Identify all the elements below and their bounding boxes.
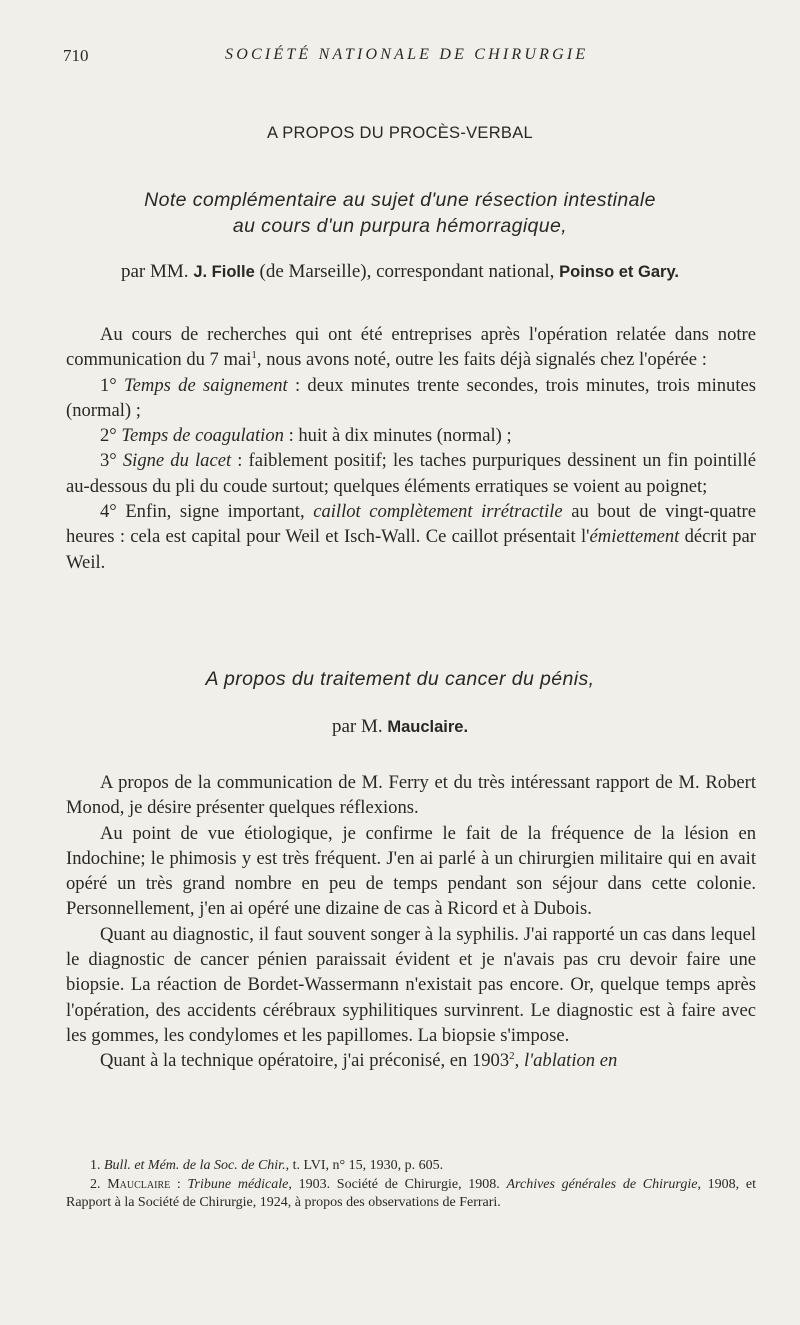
paragraph-italic: l'ablation en [523,1050,618,1072]
article2-body [66,770,756,1074]
footnote-source: Archives générales de Chirurgie [506,1176,698,1192]
item-term: caillot complètement irrétractile [313,501,563,523]
article1-byline [0,261,800,283]
footnote-text: , 1908, et Rapport à la Société de Chirurgie, 1924, à propos des observations de Ferrari. [66,1176,757,1210]
item-text: décrit par Weil. [66,526,756,573]
footnotes [66,1157,756,1213]
footnote-number: 2. [90,1176,108,1192]
footnote-number: 1. [90,1158,104,1173]
footnote-author: Mauclaire [107,1176,171,1192]
byline-prefix: par M. [331,716,388,737]
item-term: émiettement [589,526,680,548]
list-item [66,373,756,424]
article2-paragraph [66,1048,756,1073]
byline-middle: (de Marseille), correspondant national, [254,261,560,282]
paragraph-text: Au cours de recherches qui ont été entreprises après l'opération relatée dans notre communication du 7 mai [66,324,756,371]
byline-author: Mauclaire. [387,718,469,736]
footnote-text: , t. LVI, n° 15, 1930, p. 605. [285,1158,444,1173]
paragraph-text: Quant à la technique opératoire, j'ai préconisé, en 1903 [100,1050,510,1072]
article1-body [66,322,756,575]
list-item [66,499,756,575]
item-text: : deux minutes trente secondes, trois minutes, trois minutes (normal) ; [66,374,756,421]
article1-title-line1: Note complémentaire au sujet d'une résection intestinale [144,189,656,211]
item-number: 1° [100,374,117,396]
footnote-source: Tribune médicale [187,1176,289,1192]
item-text: : huit à dix minutes (normal) ; [283,425,512,447]
article2-byline [0,716,800,738]
article1-paragraph [66,322,756,373]
item-text: au bout de vingt-quatre heures : cela est capital pour Weil et Isch-Wall. Ce caillot présentait l' [66,501,756,548]
item-number: 2° [100,425,117,447]
list-item [66,423,756,448]
item-text: : faiblement positif; les taches purpuriques dessinent un fin pointillé au-dessous du pli du coude surtout; quelques éléments erratiques se voient au poignet; [66,450,756,497]
paragraph-text: , nous avons noté, outre les faits déjà signalés chez l'opérée : [256,349,707,371]
footnote-text: : [170,1176,188,1192]
footnote-ref: 2 [509,1050,515,1063]
footnote-source: Bull. et Mém. de la Soc. de Chir. [104,1158,286,1173]
item-text: Enfin, signe important, [125,501,314,523]
item-term: Signe du lacet [122,450,232,472]
item-term: Temps de coagulation [121,425,284,447]
running-header [0,46,800,70]
article2-paragraph: Quant au diagnostic, il faut souvent songer à la syphilis. J'ai rapporté un cas dans lequel le diagnostic de cancer pénien paraissait évident et je n'avais pas cru devoir faire une biopsie. La réaction de Bordet-Wassermann n'existait pas encore. Or, quelque temps après l'opération, des accidents cérébraux syphilitiques survinrent. Le diagnostic est à faire avec les gommes, les condylomes et les papillomes. La biopsie s'impose. [66,923,756,1046]
list-item [66,448,756,499]
article1-title-line2: au cours d'un purpura hémorragique, [232,215,568,237]
section-heading: A PROPOS DU PROCÈS-VERBAL [266,124,534,142]
article2-title: A propos du traitement du cancer du pénis, [205,668,595,690]
footnote-2 [66,1176,756,1213]
paragraph-text: , [514,1050,524,1072]
footnote-1 [66,1157,756,1176]
article1-title [0,187,800,239]
byline-author1: J. Fiolle [193,263,255,281]
item-number: 4° [100,501,117,523]
item-number: 3° [100,450,117,472]
footnote-text: , 1903. Société de Chirurgie, 1908. [288,1176,507,1192]
item-term: Temps de saignement [124,374,288,396]
journal-title: SOCIÉTÉ NATIONALE DE CHIRURGIE [225,46,589,63]
article2-paragraph: A propos de la communication de M. Ferry et du très intéressant rapport de M. Robert Monod, je désire présenter quelques réflexions. [66,772,756,819]
footnote-ref: 1 [251,349,257,362]
byline-authors2: Poinso et Gary. [559,263,679,281]
page-number: 710 [63,46,89,65]
byline-prefix: par MM. [121,261,194,282]
article2-paragraph: Au point de vue étiologique, je confirme le fait de la fréquence de la lésion en Indochine; le phimosis y est très fréquent. J'en ai parlé à un chirurgien militaire qui en avait opéré un très grand nombre en peu de temps pendant son séjour dans cette colonie. Personnellement, j'en ai opéré une dizaine de cas à Ricord et à Dubois. [66,822,756,920]
